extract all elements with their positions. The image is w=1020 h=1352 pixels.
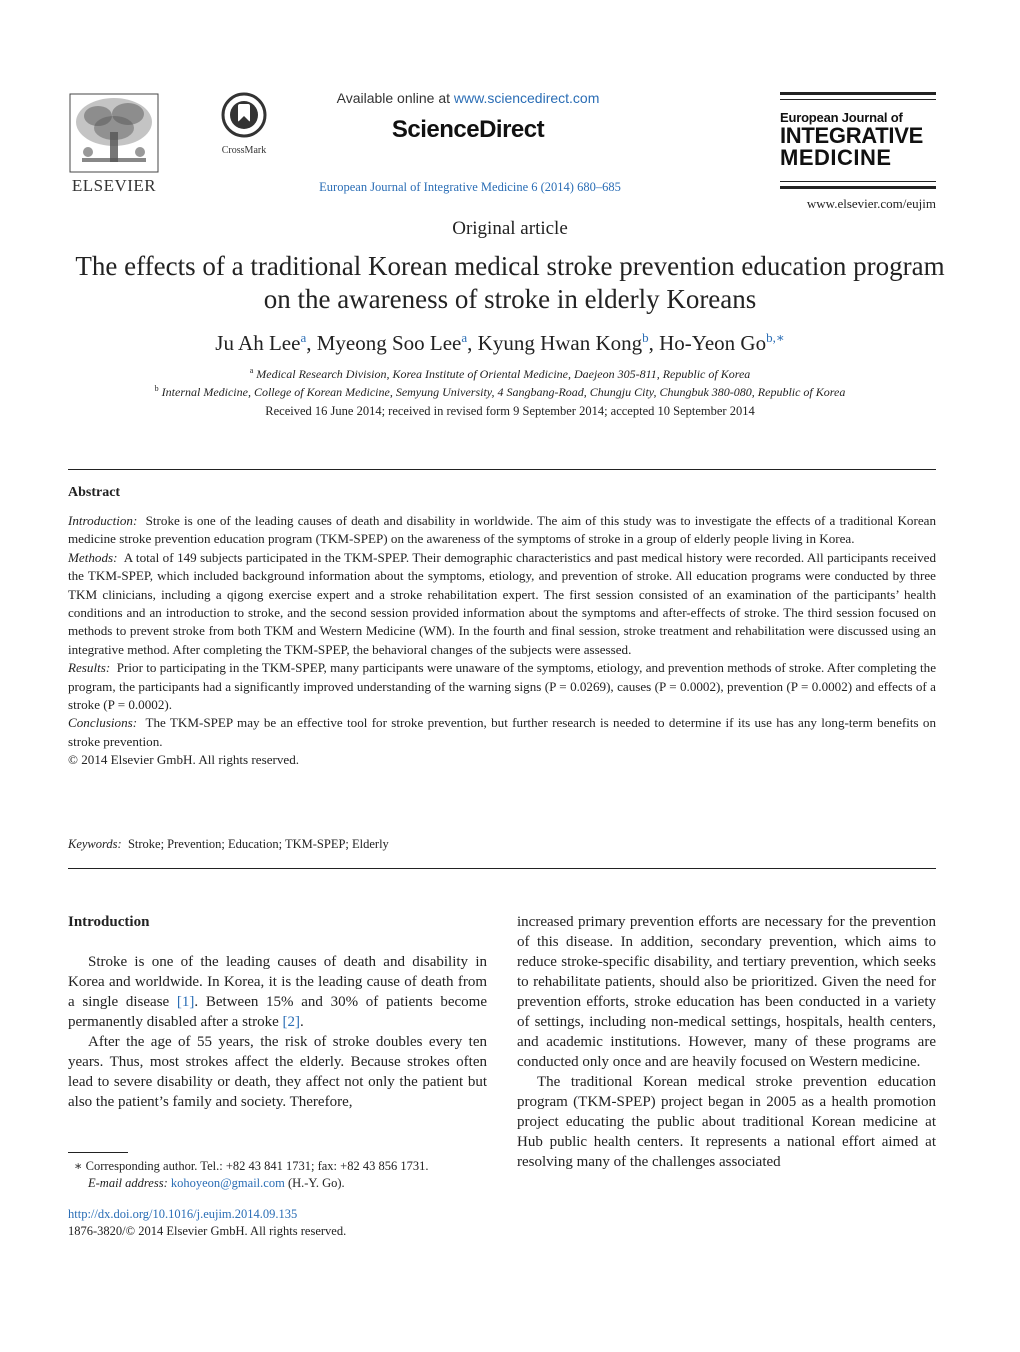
abstract-label: Results: — [68, 660, 111, 676]
abstract-label: Introduction: — [68, 513, 138, 528]
keywords-text: Stroke; Prevention; Education; TKM-SPEP; Elderly — [127, 837, 389, 851]
abstract-text: Stroke is one of the leading causes of death and disability in worldwide. The aim of this study was to investigate the effects of a traditional Korean medicine stroke prevention education program (TKM-SPEP) on the awareness of the symptoms of stroke in a group of elderly people living in Korea. — [68, 513, 936, 547]
email-link[interactable]: kohoyeon@gmail.com — [170, 1176, 285, 1190]
elsevier-tree-icon — [68, 92, 160, 174]
abstract-label: Methods: — [68, 549, 118, 565]
footnote-email-line — [68, 1175, 487, 1192]
affiliation-text: Medical Research Division, Korea Institute of Oriental Medicine, Daejeon 305-811, Republic of Korea — [256, 367, 751, 381]
author-name[interactable]: Kyung Hwan Kong — [477, 331, 643, 355]
email-suffix: (H.-Y. Go). — [284, 1176, 345, 1190]
sciencedirect-logo: ScienceDirect — [391, 116, 545, 143]
citation-link[interactable]: [1] — [176, 994, 195, 1010]
author-affiliation-marker[interactable]: b — [642, 330, 649, 345]
affiliation-a — [0, 366, 1000, 382]
crossmark-icon — [221, 92, 267, 138]
affiliation-text: Internal Medicine, College of Korean Medicine, Semyung University, 4 Sangbang-Road, Chungju City, Chungbuk 380-080, Republic of Korea — [161, 385, 846, 399]
affiliation-marker: a — [249, 366, 254, 375]
author-name[interactable]: Ho-Yeon Go — [659, 331, 767, 355]
crossmark-label: CrossMark — [221, 145, 267, 156]
section-heading-introduction: Introduction — [68, 914, 150, 930]
elsevier-logo — [68, 92, 160, 196]
keywords-label: Keywords: — [68, 837, 122, 851]
available-prefix: Available online at — [336, 90, 454, 106]
affiliation-b — [0, 384, 1000, 400]
journal-url[interactable]: www.elsevier.com/eujim — [806, 196, 936, 211]
author-affiliation-marker[interactable]: a — [461, 330, 468, 345]
abstract-heading: Abstract — [68, 485, 121, 500]
abstract-body — [68, 512, 936, 770]
body-paragraph: The traditional Korean medical stroke prevention education program (TKM-SPEP) project began in 2005 as a health promotion project educating the public about traditional Korean medicine at Hub public health centers. It represents a national effort aimed at resolving many of the challenges associated — [517, 1074, 936, 1170]
citation-link[interactable]: [2] — [282, 1014, 300, 1030]
abstract-label: Conclusions: — [68, 715, 138, 731]
abstract-methods — [68, 549, 936, 659]
divider — [68, 868, 936, 869]
issn-copyright: 1876-3820/© 2014 Elsevier GmbH. All rights reserved. — [68, 1224, 347, 1238]
crossmark-badge[interactable] — [216, 92, 272, 156]
body-paragraph: increased primary prevention efforts are necessary for the prevention of this disease. In addition, secondary prevention, which aims to reduce stroke-specific disability, and tertiary prevention, which seeks to rehabilitate patients, should also be prioritized. Given the need for prevention efforts, stroke education has been conducted in a variety of settings, including non-medical settings, hospitals, health centers, and academic institutions. However, many of these programs are conducted only once and are heavily focused on Western medicine. — [517, 914, 936, 1070]
author-name[interactable]: Myeong Soo Lee — [316, 331, 462, 355]
footnote-line: ∗ Corresponding author. Tel.: +82 43 841 1731; fax: +82 43 856 1731. — [74, 1159, 429, 1173]
author-list: Ju Ah Lee$^a$, Myeong Soo Lee$^a$, Kyung Hwan Kong$^b$, Ho-Yeon $Go^{b,∗}$ — [215, 330, 785, 355]
abstract-conclusions — [68, 714, 936, 751]
abstract-results — [68, 659, 936, 714]
body-column-left — [68, 912, 487, 1112]
author-affiliation-marker[interactable]: a — [300, 330, 307, 345]
received-dates: Received 16 June 2014; received in revised form 9 September 2014; accepted 10 September 2014 — [265, 404, 755, 418]
footnote-rule — [68, 1152, 128, 1153]
article-title: The effects of a traditional Korean medical stroke prevention education program on the awareness of stroke in elderly Koreans — [75, 251, 945, 314]
sciencedirect-link[interactable]: www.sciencedirect.com — [453, 90, 600, 106]
abstract-introduction — [68, 512, 936, 549]
journal-logo-line3: MEDICINE — [780, 145, 892, 170]
journal-logo-line1: European Journal of — [780, 110, 903, 125]
available-online — [318, 90, 618, 106]
divider — [68, 469, 936, 470]
author-affiliation-marker[interactable]: b,∗ — [766, 330, 785, 345]
keywords — [68, 837, 936, 852]
body-column-right — [517, 912, 936, 1172]
publisher-name: ELSEVIER — [71, 176, 157, 195]
abstract-text: A total of 149 subjects participated in the TKM-SPEP. Their demographic characteristics and past medical history were recorded. All participants received the TKM-SPEP, which included background information about the symptoms, etiology, and prevention of stroke. All education programs were conducted by three TKM clinicians, including a qigong exercise expert and a stroke rehabilitation expert. The first session consisted of an examination of the participants’ health conditions and an introduction to stroke, and the second session provided information about the symptoms and after-effects of stroke. The third session focused on methods to prevent stroke from both TKM and Western Medicine (WM). In the fourth and final session, stroke treatment and rehabilitation were discussed using an integrative method. After completing the TKM-SPEP, the behavioral changes of the subjects were assessed. — [68, 549, 936, 657]
article-type: Original article — [452, 218, 568, 239]
abstract-copyright: © 2014 Elsevier GmbH. All rights reserved. — [68, 752, 300, 768]
journal-logo-line2: INTEGRATIVE — [780, 123, 923, 148]
author-name[interactable]: Ju Ah Lee — [215, 331, 301, 355]
body-paragraph: Stroke is one of the leading causes of death and disability in Korea and worldwide. In Korea, it is the leading cause of death from a single disease [1]. Between 15% and 30% of patients become permanently disabled after a stroke [2]. — [68, 954, 487, 1030]
doi-link[interactable]: http://dx.doi.org/10.1016/j.eujim.2014.09.135 — [68, 1207, 298, 1221]
abstract-text: Prior to participating in the TKM-SPEP, many participants were unaware of the symptoms, etiology, and prevention methods of stroke. After completing the program, the participants had a significantly improved understanding of the warning signs (P = 0.0269), causes (P = 0.0002), prevention (P = 0.0002) and effects of a stroke (P = 0.0002). — [68, 660, 936, 713]
affiliation-marker: b — [154, 384, 159, 393]
corresponding-author-footnote — [68, 1158, 487, 1192]
email-label: E-mail address: — [88, 1176, 168, 1190]
journal-logo — [780, 92, 936, 193]
journal-citation[interactable]: European Journal of Integrative Medicine 6 (2014) 680–685 — [319, 180, 621, 194]
body-paragraph: After the age of 55 years, the risk of stroke doubles every ten years. Thus, most strokes affect the elderly. Because strokes often lead to severe disability or death, they affect not only the patient but also the patient’s family and society. Therefore, — [68, 1034, 487, 1110]
abstract-text: The TKM-SPEP may be an effective tool for stroke prevention, but further research is needed to determine if its use has any long-term benefits on stroke prevention. — [68, 715, 937, 749]
